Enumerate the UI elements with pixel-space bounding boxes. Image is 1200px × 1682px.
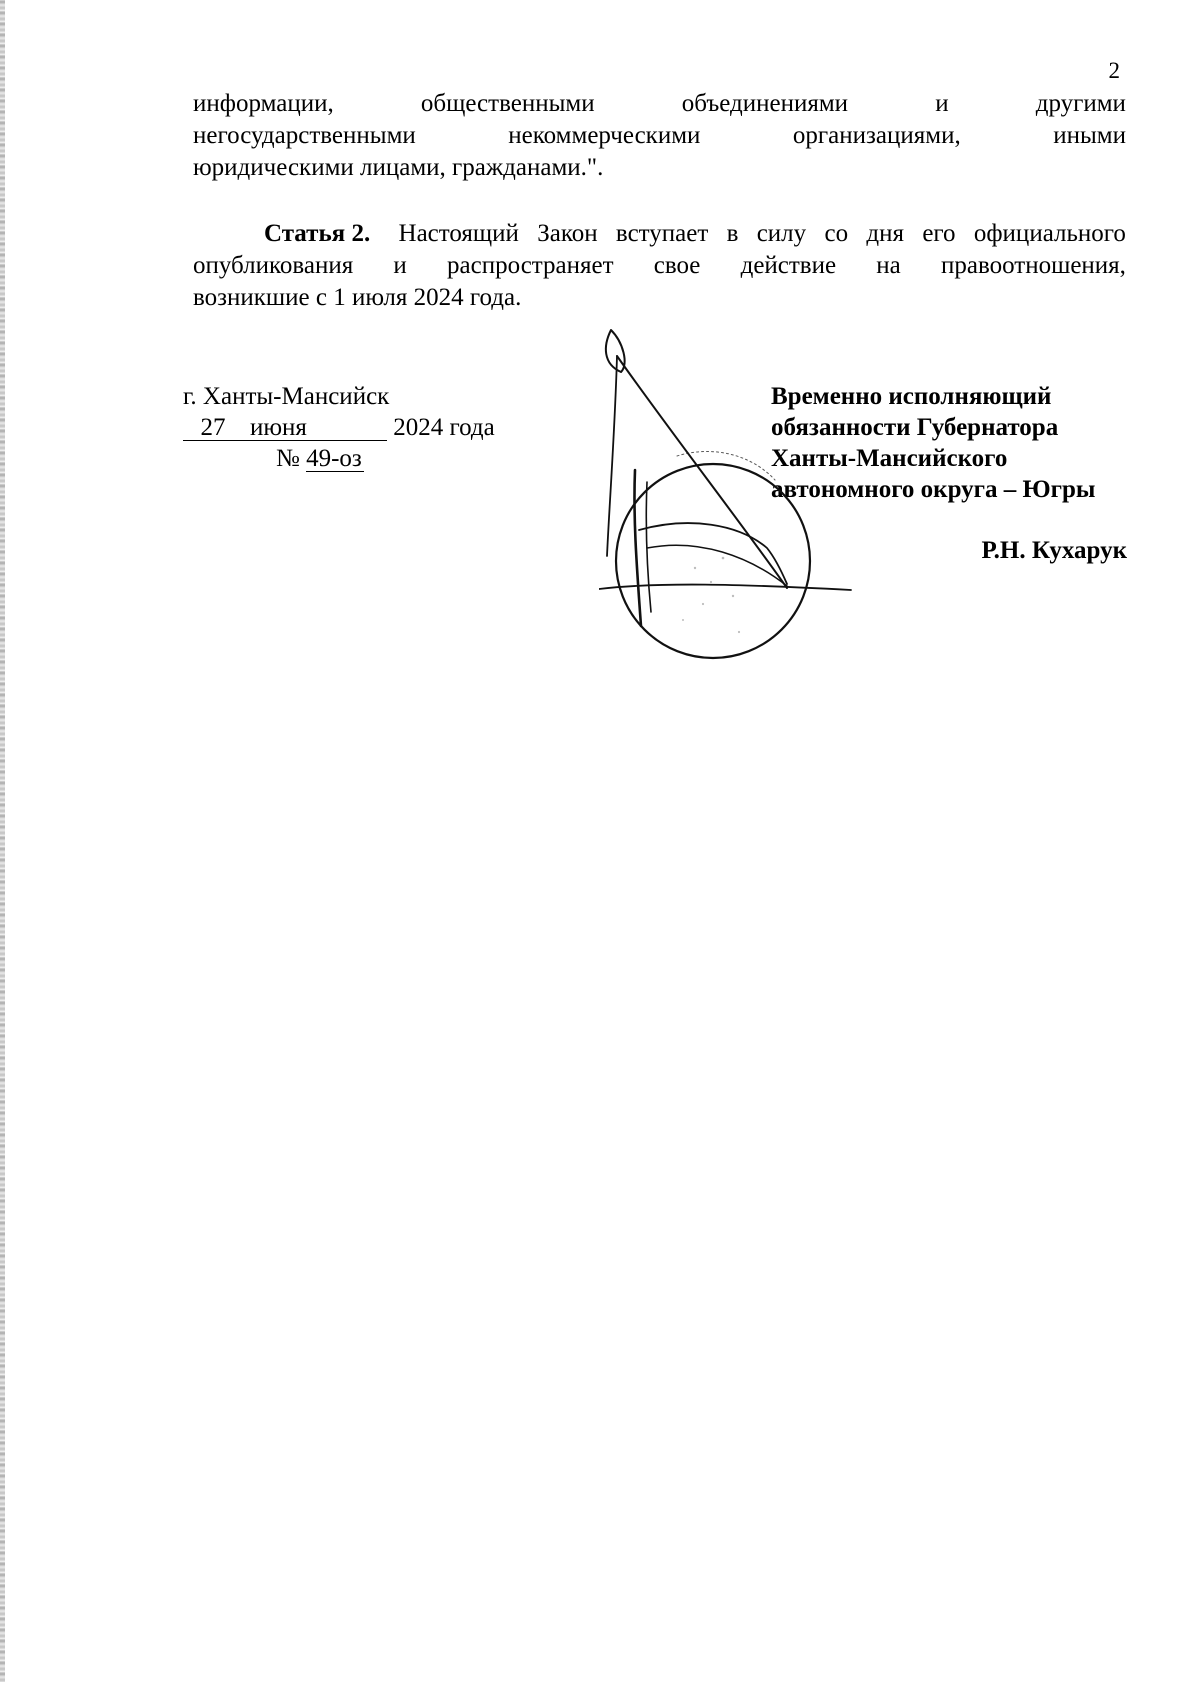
paragraph-line xyxy=(193,218,1126,250)
word: свое xyxy=(653,252,701,279)
signature-top-hook xyxy=(606,330,625,372)
seal-faint-dots xyxy=(682,557,740,633)
word: силу xyxy=(756,220,807,247)
signer-name: Р.Н. Кухарук xyxy=(981,537,1127,564)
paragraph-line xyxy=(193,88,1126,120)
closing-paragraph xyxy=(193,88,1126,184)
scan-edge xyxy=(0,0,5,1682)
law-number: 49-оз xyxy=(306,447,364,472)
paragraph-text: юридическими лицами, гражданами.". xyxy=(193,154,604,181)
signer-title-line: Ханты-Мансийского xyxy=(771,445,1008,472)
page-number: 2 xyxy=(1108,58,1120,83)
seal-speckle xyxy=(682,619,684,621)
paragraph-line xyxy=(193,282,1126,314)
word: другими xyxy=(1035,90,1126,117)
word: иными xyxy=(1053,122,1126,149)
date-month: июня xyxy=(243,416,387,441)
signature-diagonal-stroke xyxy=(617,356,787,588)
date-line xyxy=(183,412,495,443)
signature-loop xyxy=(616,464,810,658)
word: и xyxy=(393,252,407,279)
seal-speckle xyxy=(702,603,704,605)
article-2-paragraph xyxy=(193,218,1126,314)
signer-title-line: Временно исполняющий xyxy=(771,383,1052,410)
word: некоммерческими xyxy=(508,122,701,149)
signer-title-line: автономного округа – Югры xyxy=(771,476,1096,503)
signature-inner-stroke xyxy=(634,470,641,626)
word: Настоящий xyxy=(398,220,519,247)
seal-speckle xyxy=(710,581,712,583)
word: объединениями xyxy=(681,90,849,117)
seal-speckle xyxy=(738,631,740,633)
word: общественными xyxy=(420,90,595,117)
word: в xyxy=(726,220,739,247)
paragraph-text: возникшие с 1 июля 2024 года. xyxy=(193,284,522,311)
word: и xyxy=(935,90,949,117)
signature-baseline-stroke xyxy=(599,585,851,590)
word: действие xyxy=(740,252,837,279)
signature-cross-stroke xyxy=(647,545,787,586)
seal-speckle xyxy=(732,595,734,597)
word: со xyxy=(824,220,849,247)
place-date-block xyxy=(183,381,495,474)
word: опубликования xyxy=(193,252,354,279)
word: на xyxy=(876,252,901,279)
seal-speckle xyxy=(694,567,696,569)
word: Закон xyxy=(537,220,598,247)
word: дня xyxy=(866,220,904,247)
word: правоотношения, xyxy=(940,252,1126,279)
word: негосударственными xyxy=(193,122,416,149)
seal-speckle xyxy=(722,557,725,560)
paragraph-line xyxy=(193,152,1126,184)
signature-left-stroke xyxy=(607,356,617,556)
article-label: Статья 2. xyxy=(264,220,371,247)
word: информации, xyxy=(193,90,334,117)
number-sign: № xyxy=(276,445,300,472)
signature-cross-stroke xyxy=(639,523,787,584)
signer-title-line: обязанности Губернатора xyxy=(771,414,1059,441)
word: вступает xyxy=(615,220,709,247)
word: официального xyxy=(973,220,1126,247)
law-number-line xyxy=(183,443,495,474)
date-day: 27 xyxy=(183,416,243,441)
word: распространяет xyxy=(447,252,614,279)
word: организациями, xyxy=(792,122,961,149)
date-year: 2024 года xyxy=(393,414,495,441)
word: его xyxy=(922,220,956,247)
paragraph-line xyxy=(193,250,1126,282)
handwritten-signature xyxy=(599,320,859,690)
paragraph-line xyxy=(193,120,1126,152)
city: г. Ханты-Мансийск xyxy=(183,383,390,410)
